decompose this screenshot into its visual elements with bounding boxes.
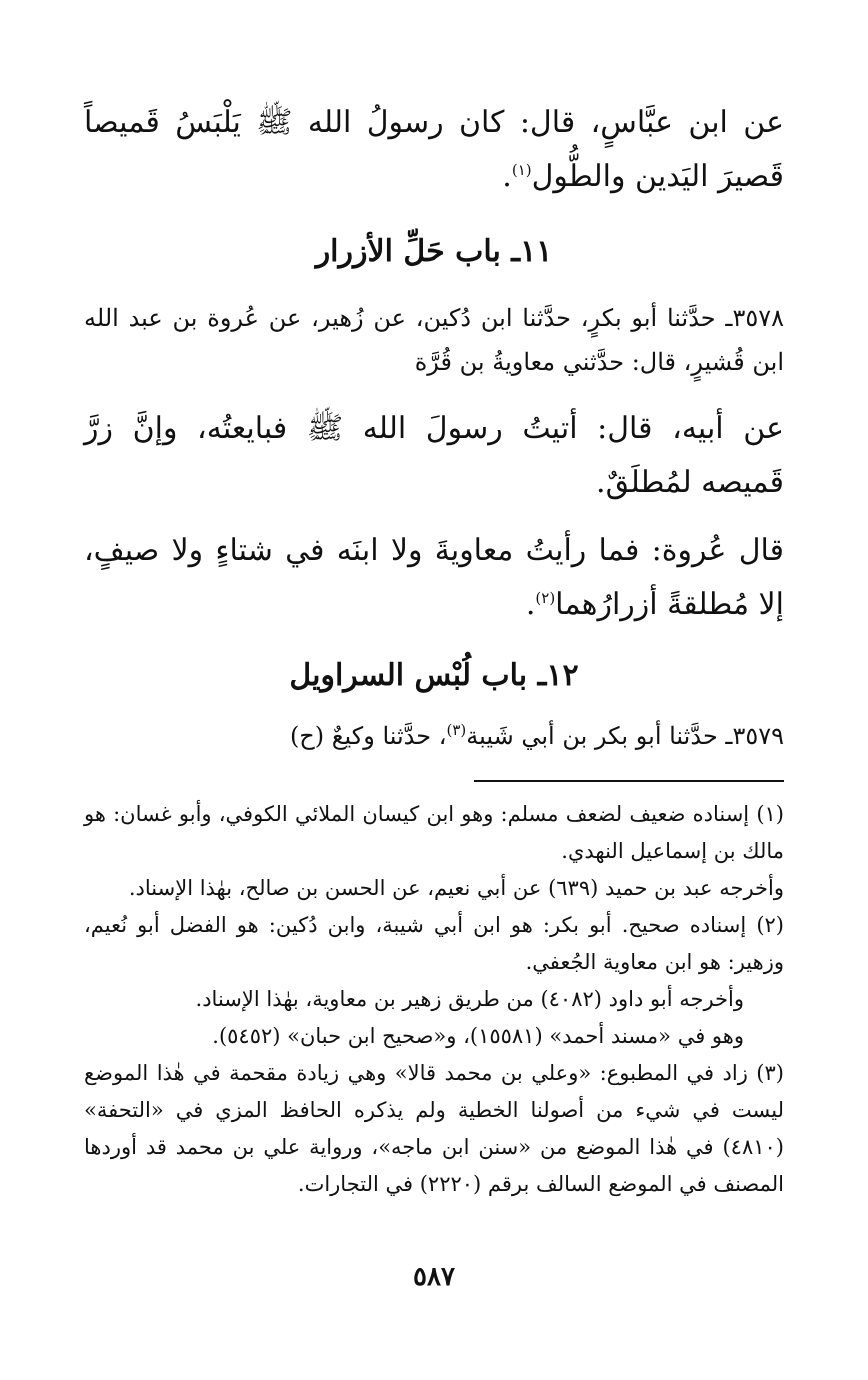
- hadith-3578: ٣٥٧٨ـ حدَّثنا أبو بكرٍ، حدَّثنا ابن دُكين، عن زُهير، عن عُروة بن عبد الله ابن قُشيرٍ، قال: حدَّثني معاويةُ بن قُرَّة: [84, 304, 784, 376]
- page-number: ٥٨٧: [413, 1262, 455, 1292]
- paragraph-3: عن أبيه، قال: أتيتُ رسولَ الله ﷺ فبايعتُه، وإنَّ زرَّ قَميصه لمُطلَقٌ.: [84, 411, 784, 500]
- footnote-divider: [474, 780, 784, 782]
- paragraph-4: قال عُروة: فما رأيتُ معاويةَ ولا ابنَه في شتاءٍ ولا صيفٍ، إلا مُطلقةً أزرارُهما$^{(٢)}$.: [84, 533, 784, 622]
- footnote-2-ref: وهو في «مسند أحمد» (١٥٥٨١)، و«صحيح ابن حبان» (٥٤٥٢).: [212, 1024, 744, 1048]
- footnote-3: (٣) زاد في المطبوع: «وعلي بن محمد قالا» وهي زيادة مقحمة في هٰذا الموضع ليست في شيء من أصولنا الخطية ولم يذكره الحافظ المزي في «التحفة» (٤٨١٠) في هٰذا الموضع من «سنن ابن ماجه»، ورواية علي بن محمد قد أوردها المصنف في الموضع السالف برقم (٢٢٢٠) في التجارات.: [84, 1061, 784, 1196]
- footnote-1-source: وأخرجه عبد بن حميد (٦٣٩) عن أبي نعيم، عن الحسن بن صالح، بهٰذا الإسناد.: [128, 876, 784, 900]
- footnote-2-source: وأخرجه أبو داود (٤٠٨٢) من طريق زهير بن معاوية، بهٰذا الإسناد.: [195, 987, 744, 1011]
- footnote-ref-1[interactable]: (١): [511, 161, 532, 179]
- footnote-ref-2[interactable]: (٢): [535, 589, 556, 607]
- main-text: [84, 96, 784, 758]
- chapter-heading-12: ١٢ـ باب لُبْس السراويل: [289, 658, 579, 693]
- paragraph-1: عن ابن عبَّاسٍ، قال: كان رسولُ الله ﷺ يَلْبَسُ قَميصاً قَصيرَ اليَدين والطُّول$^{(١)}$.: [84, 105, 784, 194]
- footnote-1: (١) إسناده ضعيف لضعف مسلم: وهو ابن كيسان الملائي الكوفي، وأبو غسان: هو مالك بن إسماعيل النهدي.: [84, 802, 784, 863]
- footnotes: [84, 796, 784, 1203]
- footnote-ref-3[interactable]: (٣): [446, 721, 467, 739]
- chapter-heading-11: ١١ـ باب حَلِّ الأزرار: [315, 234, 553, 269]
- hadith-3579: ٣٥٧٩ـ حدَّثنا أبو بكر بن أبي شَيبة$^{(٣)}$، حدَّثنا وكيعٌ (ح): [289, 721, 784, 750]
- footnote-2: (٢) إسناده صحيح. أبو بكر: هو ابن أبي شيبة، وابن دُكين: هو الفضل أبو نُعيم، وزهير: هو ابن معاوية الجُعفي.: [84, 913, 784, 974]
